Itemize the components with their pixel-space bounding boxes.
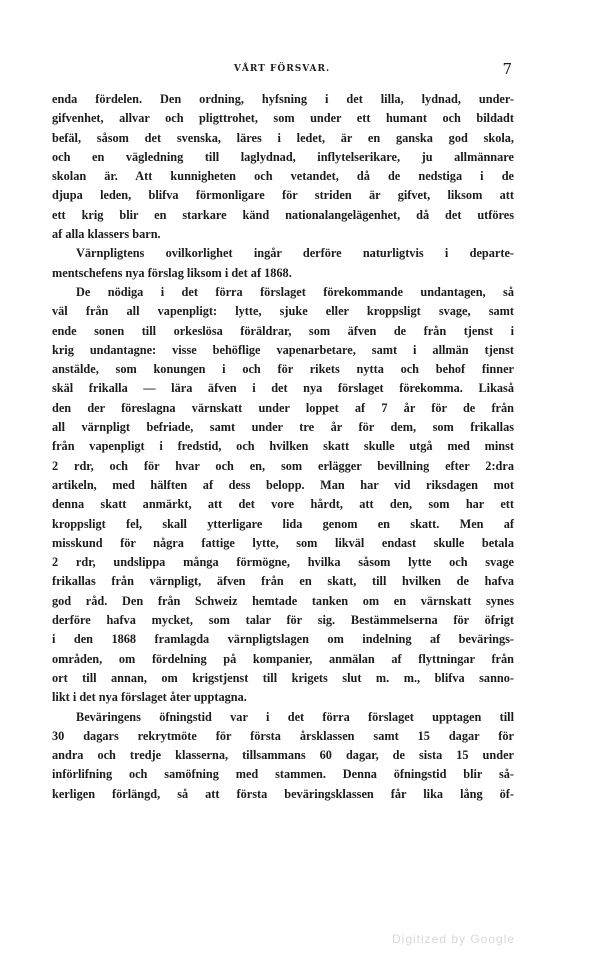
text-line: kerligen förlängd, så att första beväringsklassen får lika lång öf- [52,786,514,801]
text-line: gifvenhet, allvar och pligttrohet, som under ett humant och bildadt [52,111,514,126]
text-line: Beväringens öfningstid var i det förra förslaget upptagen till [76,709,514,724]
text-line: De nödiga i det förra förslaget förekommande undantagen, så [76,284,514,299]
text-line: ort till annan, om krigstjenst till krigets slut m. m., blifva sanno- [52,670,514,685]
digitization-watermark: Digitized by Google [392,932,516,946]
text-line: god råd. Den från Schweiz hemtade tanken om en värnskatt synes [52,593,514,608]
text-line: införlifning och samöfning med stammen. Denna öfningstid blir så- [52,767,514,782]
text-line: och en vägledning till laglydnad, inflytelserikare, ju allmännare [52,149,514,164]
text-line: anstälde, som konungen i och för rikets nytta och behof finner [52,362,514,377]
text-line: från vapenpligt i fredstid, och hvilken skatt skulle utgå med minst [52,439,514,454]
text-line: mentschefens nya förslag liksom i det af 1868. [52,265,292,280]
text-line: derföre hafva mycket, som talar för sig. Bestämmelserna för öfrigt [52,613,514,628]
body-text [52,90,514,804]
text-line: 2 rdr, undslippa många förmögne, hvilka såsom lytte och svage [52,555,514,570]
text-line: af alla klassers barn. [52,227,161,242]
text-line: den der föreslagna värnskatt under loppet af 7 år för de från [52,400,514,415]
text-line: områden, om fördelning på kompanier, anmälan af flyttningar från [52,651,514,666]
running-title: VÅRT FÖRSVAR. [233,64,331,74]
text-line: 30 dagars rekrytmöte för första årsklassen samt 15 dagar för [52,728,514,743]
text-line: misskund för några fattige lytte, som likväl endast skulle betala [52,535,514,550]
text-line: denna skatt anmärkt, att det vore hårdt, att den, som har ett [52,497,514,512]
text-line: frikallas från värnpligt, äfven från en skatt, till hvilken de hafva [52,574,514,589]
text-line: skolan är. Att kunnigheten och vetandet, då de nedstiga i de [52,169,514,184]
text-line: enda fördelen. Den ordning, hyfsning i det lilla, lydnad, under- [52,92,514,106]
text-line: väl från all vapenpligt: lytte, sjuke eller kroppsligt svage, samt [52,304,514,319]
text-line: ende sonen till orkeslösa föräldrar, som äfven de från tjenst i [52,323,514,338]
text-line: likt i det nya förslaget åter upptagna. [52,690,247,705]
text-line: 2 rdr, och för hvar och en, som erlägger bevillning efter 2:dra [52,458,514,473]
text-line: all värnpligt befriade, samt under tre år för dem, som frikallas [52,420,514,435]
text-line: i den 1868 framlagda värnpligtslagen om indelning af bevärings- [52,632,514,647]
text-line: kroppsligt fel, skall ytterligare lida genom en skatt. Men af [52,516,514,531]
text-line: befäl, såsom det svenska, läres i ledet, är en ganska god skola, [52,130,514,145]
page-number: 7 [502,60,512,78]
page-header [52,62,512,82]
text-line: artikeln, med hälften af dess belopp. Man har vid riksdagen mot [52,477,514,492]
text-line: skäl frikalla — lära äfven i det nya förslaget förekomma. Likaså [52,381,514,396]
text-line: djupa leden, blifva förmonligare för striden är gifvet, liksom att [52,188,514,203]
text-line: ett krig blir en starkare känd nationalangelägenhet, då det utföres [52,207,514,222]
text-line: Värnpligtens ovilkorlighet ingår derföre naturligtvis i departe- [76,246,514,261]
text-line: andra och tredje klasserna, tillsammans 60 dagar, de sista 15 under [52,748,514,763]
text-line: krig undantagne: visse behöflige vapenarbetare, samt i allmän tjenst [52,342,514,357]
